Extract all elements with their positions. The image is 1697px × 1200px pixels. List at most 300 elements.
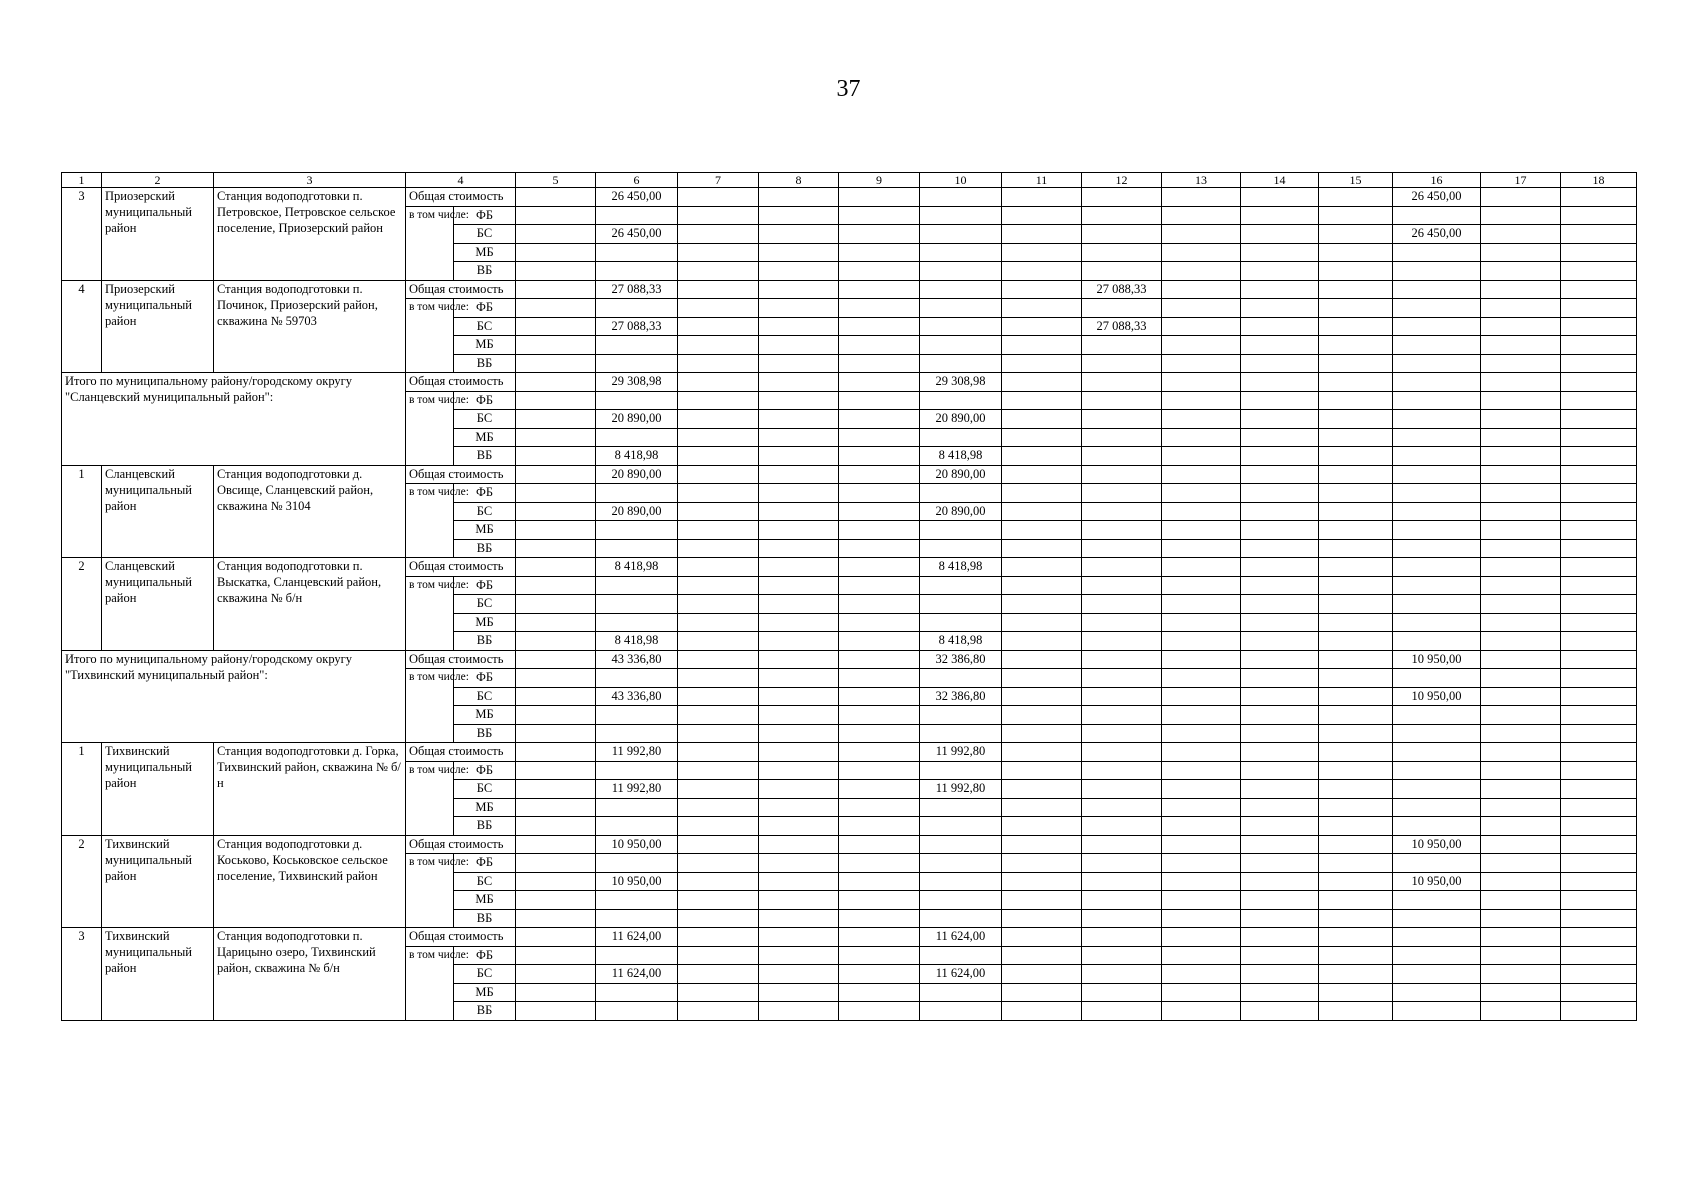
value-cell-col-8 [759,835,839,854]
value-cell-col-10 [920,299,1002,318]
object-name: Станция водоподготовки д. Коськово, Коськовское сельское поселение, Тихвинский район [214,835,406,928]
value-cell-col-13 [1162,909,1241,928]
value-cell-col-11 [1002,854,1082,873]
value-cell-col-16 [1393,373,1481,392]
value-cell-col-6 [596,817,678,836]
value-cell-col-17 [1481,891,1561,910]
district-name: Сланцевский муниципальный район [102,465,214,558]
value-cell-col-15 [1319,743,1393,762]
value-cell-col-6 [596,669,678,688]
header-cell-10: 10 [920,173,1002,188]
value-cell-col-15 [1319,909,1393,928]
value-cell-col-12 [1082,188,1162,207]
value-cell-col-5 [516,354,596,373]
table-row [62,188,1637,207]
value-cell-col-13 [1162,687,1241,706]
value-cell-col-11 [1002,891,1082,910]
value-cell-col-9 [839,706,920,725]
value-cell-col-14 [1241,743,1319,762]
value-cell-col-18 [1561,502,1637,521]
value-cell-col-14 [1241,484,1319,503]
source-label: ВБ [454,539,516,558]
value-cell-col-10 [920,428,1002,447]
value-cell-col-12 [1082,354,1162,373]
value-cell-col-12 [1082,428,1162,447]
table-body [62,173,1637,1021]
value-cell-col-18 [1561,613,1637,632]
value-cell-col-5 [516,299,596,318]
value-cell-col-13 [1162,595,1241,614]
including-label: в том числе: [406,391,454,465]
value-cell-col-9 [839,1002,920,1021]
value-cell-col-10 [920,613,1002,632]
value-cell-col-14 [1241,558,1319,577]
value-cell-col-5 [516,539,596,558]
value-cell-col-15 [1319,521,1393,540]
value-cell-col-6: 11 992,80 [596,780,678,799]
value-cell-col-9 [839,206,920,225]
value-cell-col-9 [839,354,920,373]
value-cell-col-5 [516,373,596,392]
including-label: в том числе: [406,576,454,650]
value-cell-col-15 [1319,798,1393,817]
value-cell-col-7 [678,262,759,281]
value-cell-col-10 [920,484,1002,503]
value-cell-col-8 [759,447,839,466]
value-cell-col-7 [678,669,759,688]
value-cell-col-18 [1561,225,1637,244]
value-cell-col-18 [1561,188,1637,207]
value-cell-col-16: 26 450,00 [1393,188,1481,207]
value-cell-col-12 [1082,909,1162,928]
value-cell-col-12 [1082,928,1162,947]
value-cell-col-9 [839,613,920,632]
funding-table [61,172,1637,1021]
value-cell-col-10 [920,243,1002,262]
value-cell-col-10 [920,354,1002,373]
value-cell-col-15 [1319,835,1393,854]
value-cell-col-9 [839,854,920,873]
value-cell-col-16 [1393,613,1481,632]
source-label: ВБ [454,1002,516,1021]
source-label: ВБ [454,262,516,281]
value-cell-col-16 [1393,354,1481,373]
value-cell-col-8 [759,780,839,799]
value-cell-col-15 [1319,613,1393,632]
value-cell-col-12 [1082,502,1162,521]
including-label: в том числе: [406,946,454,1020]
source-label: ФБ [454,391,516,410]
value-cell-col-14 [1241,632,1319,651]
value-cell-col-9 [839,780,920,799]
value-cell-col-13 [1162,188,1241,207]
value-cell-col-18 [1561,909,1637,928]
value-cell-col-8 [759,613,839,632]
value-cell-col-6: 27 088,33 [596,280,678,299]
object-name: Станция водоподготовки п. Петровское, Петровское сельское поселение, Приозерский район [214,188,406,281]
value-cell-col-15 [1319,336,1393,355]
value-cell-col-13 [1162,206,1241,225]
value-cell-col-5 [516,317,596,336]
value-cell-col-9 [839,724,920,743]
value-cell-col-9 [839,798,920,817]
value-cell-col-13 [1162,299,1241,318]
subtotal-row [62,373,1637,392]
value-cell-col-15 [1319,595,1393,614]
value-cell-col-15 [1319,243,1393,262]
value-cell-col-15 [1319,373,1393,392]
value-cell-col-18 [1561,410,1637,429]
value-cell-col-18 [1561,354,1637,373]
value-cell-col-7 [678,243,759,262]
value-cell-col-11 [1002,299,1082,318]
value-cell-col-7 [678,965,759,984]
value-cell-col-15 [1319,854,1393,873]
value-cell-col-14 [1241,317,1319,336]
value-cell-col-15 [1319,317,1393,336]
value-cell-col-8 [759,724,839,743]
value-cell-col-14 [1241,539,1319,558]
value-cell-col-17 [1481,502,1561,521]
value-cell-col-9 [839,872,920,891]
value-cell-col-16 [1393,336,1481,355]
value-cell-col-7 [678,225,759,244]
value-cell-col-17 [1481,299,1561,318]
value-cell-col-5 [516,891,596,910]
value-cell-col-18 [1561,743,1637,762]
source-label: БС [454,317,516,336]
value-cell-col-6: 26 450,00 [596,188,678,207]
value-cell-col-16 [1393,243,1481,262]
item-number: 1 [62,465,102,558]
value-cell-col-12 [1082,262,1162,281]
value-cell-col-15 [1319,983,1393,1002]
value-cell-col-14 [1241,576,1319,595]
header-cell-1: 1 [62,173,102,188]
value-cell-col-11 [1002,373,1082,392]
value-cell-col-13 [1162,465,1241,484]
value-cell-col-8 [759,928,839,947]
value-cell-col-11 [1002,724,1082,743]
value-cell-col-5 [516,743,596,762]
value-cell-col-12 [1082,373,1162,392]
value-cell-col-10 [920,761,1002,780]
district-name: Приозерский муниципальный район [102,188,214,281]
value-cell-col-6: 29 308,98 [596,373,678,392]
value-cell-col-14 [1241,502,1319,521]
value-cell-col-18 [1561,965,1637,984]
value-cell-col-16 [1393,465,1481,484]
header-cell-18: 18 [1561,173,1637,188]
value-cell-col-14 [1241,521,1319,540]
value-cell-col-5 [516,391,596,410]
value-cell-col-13 [1162,410,1241,429]
value-cell-col-11 [1002,613,1082,632]
value-cell-col-5 [516,188,596,207]
value-cell-col-17 [1481,1002,1561,1021]
value-cell-col-16 [1393,410,1481,429]
value-cell-col-14 [1241,243,1319,262]
value-cell-col-16: 26 450,00 [1393,225,1481,244]
value-cell-col-7 [678,835,759,854]
value-cell-col-9 [839,262,920,281]
value-cell-col-7 [678,817,759,836]
value-cell-col-16: 10 950,00 [1393,872,1481,891]
value-cell-col-11 [1002,595,1082,614]
value-cell-col-12 [1082,632,1162,651]
value-cell-col-13 [1162,243,1241,262]
value-cell-col-6 [596,299,678,318]
value-cell-col-12 [1082,724,1162,743]
value-cell-col-8 [759,983,839,1002]
value-cell-col-12 [1082,336,1162,355]
value-cell-col-18 [1561,595,1637,614]
source-label: БС [454,502,516,521]
table-row [62,558,1637,577]
value-cell-col-8 [759,743,839,762]
value-cell-col-11 [1002,965,1082,984]
value-cell-col-7 [678,336,759,355]
value-cell-col-6: 8 418,98 [596,447,678,466]
value-cell-col-13 [1162,891,1241,910]
source-label: ФБ [454,854,516,873]
value-cell-col-11 [1002,650,1082,669]
header-cell-6: 6 [596,173,678,188]
value-cell-col-16 [1393,317,1481,336]
value-cell-col-6: 11 992,80 [596,743,678,762]
value-cell-col-16 [1393,909,1481,928]
value-cell-col-14 [1241,465,1319,484]
value-cell-col-18 [1561,872,1637,891]
value-cell-col-8 [759,798,839,817]
value-cell-col-14 [1241,669,1319,688]
value-cell-col-15 [1319,891,1393,910]
value-cell-col-12 [1082,650,1162,669]
value-cell-col-18 [1561,521,1637,540]
value-cell-col-9 [839,817,920,836]
value-cell-col-6: 11 624,00 [596,928,678,947]
value-cell-col-17 [1481,687,1561,706]
value-cell-col-11 [1002,539,1082,558]
source-label: МБ [454,798,516,817]
value-cell-col-5 [516,650,596,669]
value-cell-col-7 [678,576,759,595]
header-cell-9: 9 [839,173,920,188]
value-cell-col-15 [1319,632,1393,651]
item-number: 1 [62,743,102,836]
value-cell-col-5 [516,817,596,836]
value-cell-col-11 [1002,317,1082,336]
source-label: МБ [454,613,516,632]
source-label: ФБ [454,669,516,688]
value-cell-col-8 [759,206,839,225]
value-cell-col-17 [1481,484,1561,503]
total-cost-label: Общая стоимость [406,280,516,299]
value-cell-col-11 [1002,391,1082,410]
total-cost-label: Общая стоимость [406,835,516,854]
source-label: ВБ [454,909,516,928]
value-cell-col-6 [596,706,678,725]
value-cell-col-7 [678,317,759,336]
value-cell-col-10: 8 418,98 [920,447,1002,466]
value-cell-col-5 [516,928,596,947]
value-cell-col-16 [1393,928,1481,947]
value-cell-col-9 [839,595,920,614]
header-cell-7: 7 [678,173,759,188]
value-cell-col-17 [1481,373,1561,392]
value-cell-col-17 [1481,521,1561,540]
value-cell-col-15 [1319,410,1393,429]
value-cell-col-11 [1002,410,1082,429]
value-cell-col-8 [759,354,839,373]
value-cell-col-11 [1002,558,1082,577]
value-cell-col-11 [1002,262,1082,281]
value-cell-col-17 [1481,558,1561,577]
value-cell-col-7 [678,613,759,632]
value-cell-col-10 [920,817,1002,836]
value-cell-col-17 [1481,391,1561,410]
value-cell-col-8 [759,595,839,614]
value-cell-col-10 [920,188,1002,207]
value-cell-col-5 [516,965,596,984]
value-cell-col-14 [1241,336,1319,355]
value-cell-col-7 [678,872,759,891]
value-cell-col-5 [516,706,596,725]
value-cell-col-9 [839,909,920,928]
value-cell-col-16 [1393,817,1481,836]
value-cell-col-6 [596,854,678,873]
value-cell-col-6 [596,946,678,965]
value-cell-col-18 [1561,447,1637,466]
value-cell-col-7 [678,280,759,299]
total-cost-label: Общая стоимость [406,465,516,484]
value-cell-col-7 [678,1002,759,1021]
value-cell-col-17 [1481,317,1561,336]
value-cell-col-7 [678,447,759,466]
value-cell-col-17 [1481,354,1561,373]
value-cell-col-14 [1241,447,1319,466]
value-cell-col-5 [516,410,596,429]
value-cell-col-9 [839,946,920,965]
value-cell-col-17 [1481,410,1561,429]
value-cell-col-12 [1082,410,1162,429]
value-cell-col-7 [678,909,759,928]
value-cell-col-9 [839,225,920,244]
source-label: ВБ [454,447,516,466]
source-label: МБ [454,891,516,910]
value-cell-col-10 [920,854,1002,873]
value-cell-col-10: 11 624,00 [920,965,1002,984]
source-label: БС [454,225,516,244]
value-cell-col-5 [516,909,596,928]
value-cell-col-13 [1162,780,1241,799]
value-cell-col-15 [1319,188,1393,207]
value-cell-col-18 [1561,706,1637,725]
value-cell-col-11 [1002,687,1082,706]
value-cell-col-15 [1319,761,1393,780]
value-cell-col-6 [596,891,678,910]
value-cell-col-12 [1082,391,1162,410]
value-cell-col-9 [839,928,920,947]
value-cell-col-5 [516,687,596,706]
value-cell-col-8 [759,854,839,873]
value-cell-col-11 [1002,465,1082,484]
value-cell-col-5 [516,336,596,355]
value-cell-col-18 [1561,373,1637,392]
including-label: в том числе: [406,761,454,835]
value-cell-col-17 [1481,872,1561,891]
value-cell-col-18 [1561,539,1637,558]
subtotal-row [62,650,1637,669]
value-cell-col-6 [596,521,678,540]
source-label: БС [454,780,516,799]
source-label: ВБ [454,817,516,836]
value-cell-col-7 [678,946,759,965]
value-cell-col-14 [1241,724,1319,743]
value-cell-col-18 [1561,206,1637,225]
value-cell-col-9 [839,484,920,503]
value-cell-col-6 [596,243,678,262]
value-cell-col-10 [920,336,1002,355]
table-row [62,280,1637,299]
value-cell-col-12 [1082,706,1162,725]
value-cell-col-9 [839,835,920,854]
item-number: 3 [62,928,102,1021]
value-cell-col-8 [759,687,839,706]
value-cell-col-17 [1481,595,1561,614]
including-label: в том числе: [406,854,454,928]
value-cell-col-5 [516,798,596,817]
value-cell-col-17 [1481,576,1561,595]
value-cell-col-10 [920,521,1002,540]
value-cell-col-11 [1002,354,1082,373]
total-cost-label: Общая стоимость [406,928,516,947]
value-cell-col-16 [1393,946,1481,965]
object-name: Станция водоподготовки д. Горка, Тихвинский район, скважина № б/н [214,743,406,836]
value-cell-col-11 [1002,188,1082,207]
source-label: ФБ [454,484,516,503]
value-cell-col-7 [678,761,759,780]
source-label: МБ [454,428,516,447]
value-cell-col-11 [1002,280,1082,299]
value-cell-col-12 [1082,891,1162,910]
value-cell-col-7 [678,373,759,392]
value-cell-col-10 [920,595,1002,614]
value-cell-col-7 [678,632,759,651]
value-cell-col-17 [1481,743,1561,762]
value-cell-col-12 [1082,299,1162,318]
value-cell-col-12 [1082,206,1162,225]
value-cell-col-13 [1162,743,1241,762]
value-cell-col-17 [1481,188,1561,207]
value-cell-col-5 [516,243,596,262]
value-cell-col-17 [1481,780,1561,799]
value-cell-col-14 [1241,835,1319,854]
value-cell-col-11 [1002,743,1082,762]
value-cell-col-6 [596,761,678,780]
value-cell-col-17 [1481,650,1561,669]
value-cell-col-16 [1393,706,1481,725]
value-cell-col-5 [516,206,596,225]
value-cell-col-16 [1393,798,1481,817]
value-cell-col-16 [1393,428,1481,447]
value-cell-col-16 [1393,447,1481,466]
value-cell-col-17 [1481,447,1561,466]
value-cell-col-18 [1561,687,1637,706]
value-cell-col-7 [678,465,759,484]
value-cell-col-13 [1162,391,1241,410]
district-name: Приозерский муниципальный район [102,280,214,373]
